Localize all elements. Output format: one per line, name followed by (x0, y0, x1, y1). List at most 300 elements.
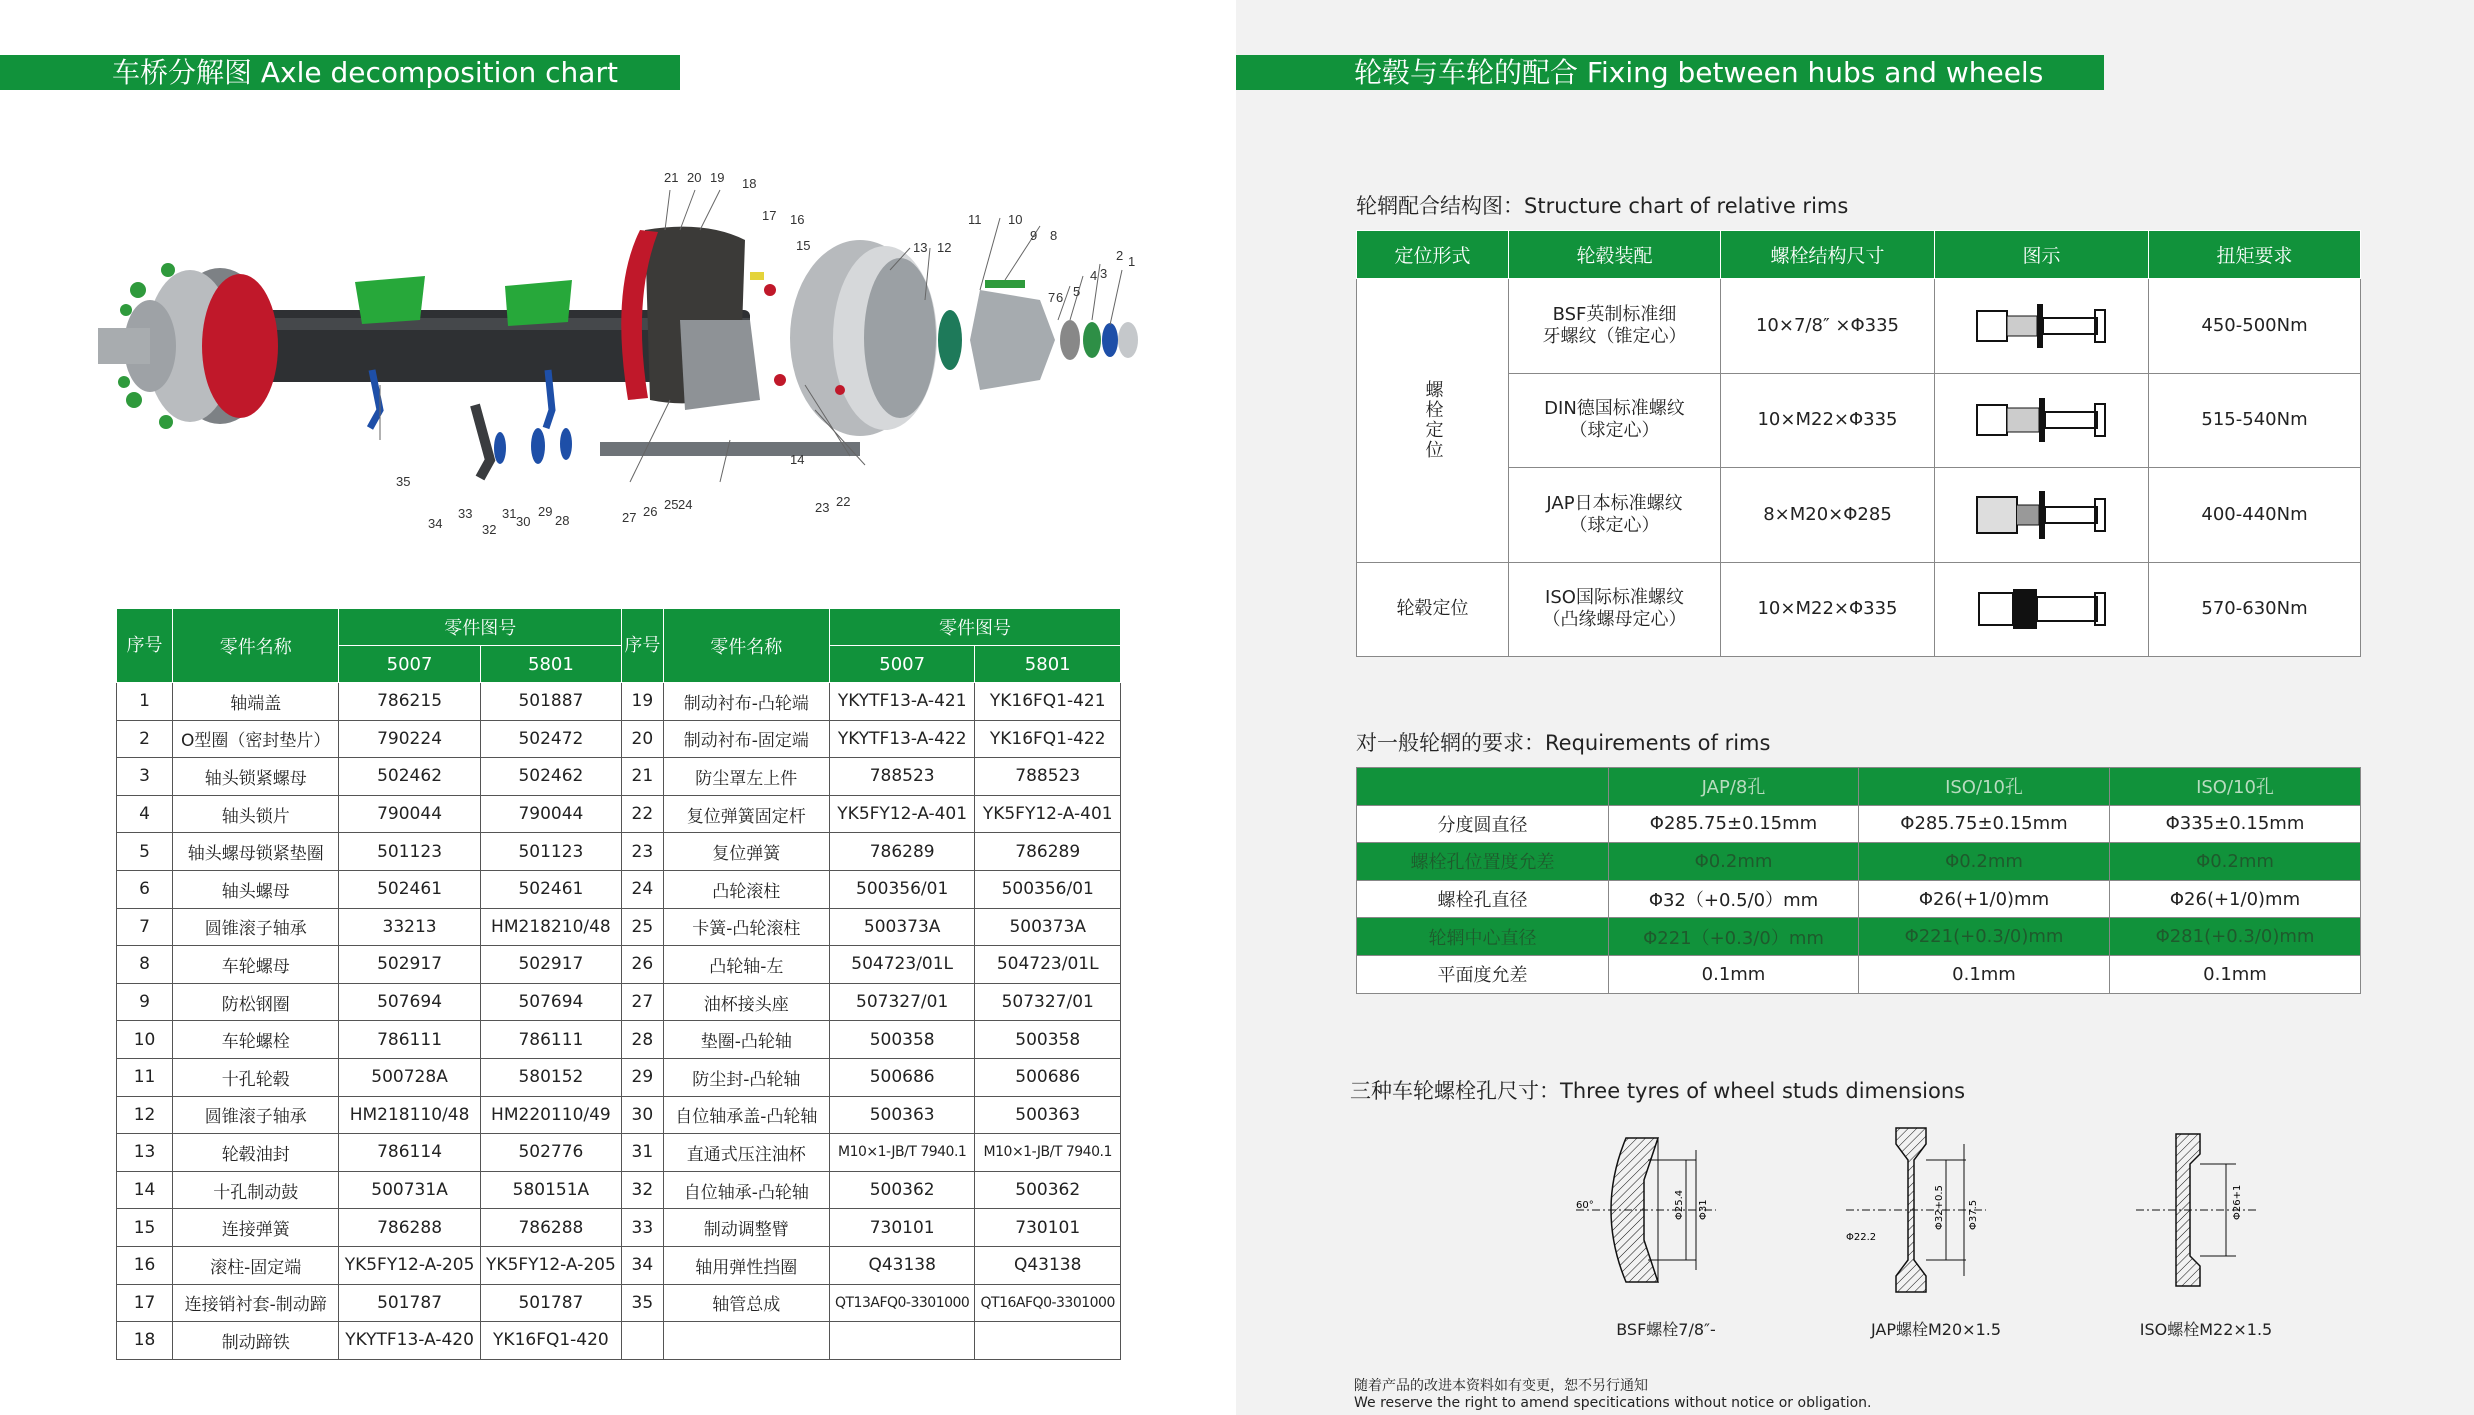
jap-hole-drawing (1806, 1120, 2066, 1310)
part-5801: 500363 (975, 1096, 1121, 1134)
part-name: 滚柱-固定端 (173, 1246, 339, 1284)
req-label: 分度圆直径 (1357, 805, 1609, 843)
iso-hole-drawing (2076, 1120, 2336, 1310)
part-no: 18 (117, 1322, 173, 1360)
part-5007: 500363 (829, 1096, 975, 1134)
iso-mark: Φ26+1 (2232, 1184, 2243, 1220)
table-row (117, 983, 1121, 1021)
part-name: 防松钢圈 (173, 983, 339, 1021)
part-5007: 790224 (339, 720, 480, 758)
part-5801: 500686 (975, 1058, 1121, 1096)
part-5801: 504723/01L (975, 946, 1121, 984)
part-name: 车轮螺栓 (173, 1021, 339, 1059)
header-drawing-2: 零件图号 (829, 609, 1120, 646)
table-row (117, 1058, 1121, 1096)
table-row (117, 1322, 1121, 1360)
req-header-iso-2: ISO/10孔 (2110, 768, 2361, 806)
req-value: Φ26(+1/0)mm (2110, 880, 2361, 918)
bsf-stud-icon (1967, 296, 2117, 356)
right-page (1236, 0, 2474, 1415)
iso-stud-icon (1967, 579, 2117, 639)
rim-size: 8×M20×Φ285 (1721, 468, 1935, 563)
part-5007: 788523 (829, 758, 975, 796)
req-value: 0.1mm (1609, 955, 1859, 993)
part-name: 轴头螺母 (173, 870, 339, 908)
rim-structure-table (1356, 230, 2361, 657)
bsf-mark-inner: Φ25.4 (1674, 1189, 1685, 1220)
part-no: 33 (622, 1209, 664, 1247)
part-5801: 507327/01 (975, 983, 1121, 1021)
part-5007: 500356/01 (829, 870, 975, 908)
header-5801-2: 5801 (975, 646, 1121, 683)
req-value: Φ0.2mm (1859, 843, 2110, 881)
rim-torque: 450-500Nm (2149, 279, 2361, 374)
part-5007: 500362 (829, 1171, 975, 1209)
part-no: 27 (622, 983, 664, 1021)
part-5007: QT13AFQ0-3301000 (829, 1284, 975, 1322)
part-name: 轮毂油封 (173, 1134, 339, 1172)
callout-1: 1 (1128, 254, 1136, 269)
part-no: 7 (117, 908, 173, 946)
part-5801: 786111 (480, 1021, 621, 1059)
axle-exploded-diagram (80, 160, 1160, 550)
table-row (117, 1171, 1121, 1209)
req-row (1357, 843, 2361, 881)
callout-32: 32 (482, 522, 497, 537)
part-no: 20 (622, 720, 664, 758)
rim-row (1357, 279, 2361, 374)
part-name: O型圈（密封垫片） (173, 720, 339, 758)
bsf-mark-angle: 60° (1576, 1200, 1594, 1211)
part-name: 连接销衬套-制动蹄 (173, 1284, 339, 1322)
part-no: 17 (117, 1284, 173, 1322)
callout-7: 7 (1048, 290, 1056, 305)
jap-stud-icon (1967, 485, 2117, 545)
table-row (117, 1134, 1121, 1172)
part-5801: YK16FQ1-421 (975, 683, 1121, 721)
iso-dim-figure (2076, 1120, 2336, 1340)
part-5801: 502462 (480, 758, 621, 796)
jap-dim-label: JAP螺栓M20×1.5 (1870, 1320, 2002, 1339)
callout-3: 3 (1100, 266, 1108, 281)
rim-figure (1935, 279, 2149, 374)
rim-size: 10×M22×Φ335 (1721, 562, 1935, 657)
jap-mark-inner: Φ22.2 (1846, 1232, 1877, 1243)
part-no: 29 (622, 1058, 664, 1096)
part-5007: YK5FY12-A-205 (339, 1246, 480, 1284)
rim-group-bolt: 螺栓定位 (1357, 279, 1509, 563)
bsf-dim-label: BSF螺栓7/8″- (1616, 1320, 1716, 1339)
req-value: Φ281(+0.3/0)mm (2110, 918, 2361, 956)
part-5801: QT16AFQ0-3301000 (975, 1284, 1121, 1322)
part-no: 1 (117, 683, 173, 721)
rim-row (1357, 562, 2361, 657)
rim-figure (1935, 468, 2149, 563)
table-row (117, 870, 1121, 908)
header-no: 序号 (117, 609, 173, 683)
part-5801: 501887 (480, 683, 621, 721)
part-no: 34 (622, 1246, 664, 1284)
bsf-hole-drawing (1536, 1120, 1796, 1310)
part-name: 凸轮滚柱 (663, 870, 829, 908)
jap-mark-mid: Φ32+0.5 (1934, 1185, 1945, 1230)
part-5801: Q43138 (975, 1246, 1121, 1284)
req-header-jap: JAP/8孔 (1609, 768, 1859, 806)
rim-assembly: BSF英制标准细 牙螺纹（锥定心） (1509, 279, 1721, 374)
part-name: 轴用弹性挡圈 (663, 1246, 829, 1284)
callout-30: 30 (516, 514, 531, 529)
callout-34: 34 (428, 516, 443, 531)
callout-10: 10 (1008, 212, 1023, 227)
part-name: 自位轴承盖-凸轮轴 (663, 1096, 829, 1134)
rim-group-hub: 轮毂定位 (1357, 562, 1509, 657)
part-5007: 500358 (829, 1021, 975, 1059)
callout-18: 18 (742, 176, 757, 191)
callout-14: 14 (790, 452, 805, 467)
req-table-body (1357, 768, 2361, 994)
req-label: 螺栓孔直径 (1357, 880, 1609, 918)
footnote-cn: 随着产品的改进本资料如有变更，恕不另行通知 (1354, 1378, 1648, 1394)
part-5801: 507694 (480, 983, 621, 1021)
part-5007: 500373A (829, 908, 975, 946)
part-5007: 500686 (829, 1058, 975, 1096)
part-5007: 786215 (339, 683, 480, 721)
part-5801 (975, 1322, 1121, 1360)
part-no: 9 (117, 983, 173, 1021)
part-no: 14 (117, 1171, 173, 1209)
stud-dimension-figures (1536, 1120, 2436, 1340)
part-name: 垫圈-凸轮轴 (663, 1021, 829, 1059)
part-5007: 730101 (829, 1209, 975, 1247)
callout-4: 4 (1090, 268, 1098, 283)
callout-26: 26 (643, 504, 658, 519)
req-label: 螺栓孔位置度允差 (1357, 843, 1609, 881)
req-row (1357, 955, 2361, 993)
header-5801: 5801 (480, 646, 621, 683)
req-header-iso-1: ISO/10孔 (1859, 768, 2110, 806)
req-row (1357, 880, 2361, 918)
callout-2: 2 (1116, 248, 1124, 263)
part-5007: 500728A (339, 1058, 480, 1096)
part-name: 轴管总成 (663, 1284, 829, 1322)
part-no: 24 (622, 870, 664, 908)
part-name: 复位弹簧 (663, 833, 829, 871)
part-name: 轴头锁紧螺母 (173, 758, 339, 796)
part-name: 卡簧-凸轮滚柱 (663, 908, 829, 946)
table-row (117, 1021, 1121, 1059)
callout-35: 35 (396, 474, 411, 489)
part-5007: 504723/01L (829, 946, 975, 984)
callout-20: 20 (687, 170, 702, 185)
part-5007: 786288 (339, 1209, 480, 1247)
part-name: 制动衬布-凸轮端 (663, 683, 829, 721)
part-5007: YK5FY12-A-401 (829, 795, 975, 833)
rim-requirements-table (1356, 767, 2361, 994)
callout-28: 28 (555, 513, 570, 528)
part-5007: 786114 (339, 1134, 480, 1172)
callout-9: 9 (1030, 228, 1038, 243)
footnote-en: We reserve the right to amend specitications without notice or obligation. (1354, 1395, 1872, 1411)
req-row (1357, 805, 2361, 843)
req-value: Φ221(+0.3/0)mm (1859, 918, 2110, 956)
part-5007: 501123 (339, 833, 480, 871)
req-value: 0.1mm (1859, 955, 2110, 993)
req-value: Φ0.2mm (2110, 843, 2361, 881)
part-no: 21 (622, 758, 664, 796)
part-5007: 33213 (339, 908, 480, 946)
part-5007: 500731A (339, 1171, 480, 1209)
part-no: 4 (117, 795, 173, 833)
table-row (117, 720, 1121, 758)
part-name: 车轮螺母 (173, 946, 339, 984)
left-page (0, 0, 1236, 1415)
part-5007: 502462 (339, 758, 480, 796)
callout-23: 23 (815, 500, 830, 515)
req-value: Φ0.2mm (1609, 843, 1859, 881)
callout-6: 6 (1056, 290, 1064, 305)
table-row (117, 833, 1121, 871)
part-5801: 786289 (975, 833, 1121, 871)
part-name: 凸轮轴-左 (663, 946, 829, 984)
part-name: 轴端盖 (173, 683, 339, 721)
part-name: 制动蹄铁 (173, 1322, 339, 1360)
part-name: 十孔制动鼓 (173, 1171, 339, 1209)
rim-torque: 400-440Nm (2149, 468, 2361, 563)
part-no: 8 (117, 946, 173, 984)
part-5007: 501787 (339, 1284, 480, 1322)
part-name: 制动衬布-固定端 (663, 720, 829, 758)
bsf-mark-outer: Φ31 (1698, 1199, 1709, 1220)
part-5801: 500358 (975, 1021, 1121, 1059)
stud-dims-title: 三种车轮螺栓孔尺寸：Three tyres of wheel studs dimensions (1350, 1079, 1966, 1103)
bsf-dim-figure (1536, 1120, 1796, 1340)
part-no: 31 (622, 1134, 664, 1172)
part-no: 5 (117, 833, 173, 871)
axle-diagram-svg (80, 160, 1160, 550)
part-no: 28 (622, 1021, 664, 1059)
header-5007: 5007 (339, 646, 480, 683)
rim-torque: 515-540Nm (2149, 373, 2361, 468)
callout-5: 5 (1073, 284, 1081, 299)
part-5007: 507694 (339, 983, 480, 1021)
jap-dim-figure (1806, 1120, 2066, 1340)
rim-header-torque: 扭矩要求 (2149, 231, 2361, 279)
part-5801: 500362 (975, 1171, 1121, 1209)
table-row (117, 758, 1121, 796)
table-row (117, 795, 1121, 833)
part-name: 轴头螺母锁紧垫圈 (173, 833, 339, 871)
part-name: 自位轴承-凸轮轴 (663, 1171, 829, 1209)
footnote (1354, 1378, 1871, 1412)
callout-33: 33 (458, 506, 473, 521)
rim-structure-title: 轮辋配合结构图：Structure chart of relative rims (1356, 194, 1849, 218)
part-name: 圆锥滚子轴承 (173, 1096, 339, 1134)
rim-assembly: JAP日本标准螺纹 （球定心） (1509, 468, 1721, 563)
part-name: 圆锥滚子轴承 (173, 908, 339, 946)
part-5801: YK16FQ1-420 (480, 1322, 621, 1360)
rim-header-figure: 图示 (1935, 231, 2149, 279)
part-no: 16 (117, 1246, 173, 1284)
req-value: Φ285.75±0.15mm (1859, 805, 2110, 843)
parts-table-body (117, 683, 1121, 1360)
part-5007: YKYTF13-A-422 (829, 720, 975, 758)
part-name: 直通式压注油杯 (663, 1134, 829, 1172)
part-no: 32 (622, 1171, 664, 1209)
table-row (117, 1096, 1121, 1134)
part-no: 15 (117, 1209, 173, 1247)
part-no (622, 1322, 664, 1360)
req-label: 轮辋中心直径 (1357, 918, 1609, 956)
callout-16: 16 (790, 212, 805, 227)
part-name: 轴头锁片 (173, 795, 339, 833)
part-name: 连接弹簧 (173, 1209, 339, 1247)
part-5801: 501787 (480, 1284, 621, 1322)
right-bracket (505, 280, 572, 326)
part-no: 22 (622, 795, 664, 833)
req-value: 0.1mm (2110, 955, 2361, 993)
hubs-wheels-banner: 轮毂与车轮的配合 Fixing between hubs and wheels (1236, 55, 2104, 90)
part-5801: HM220110/49 (480, 1096, 621, 1134)
part-5007: 507327/01 (829, 983, 975, 1021)
part-5801: HM218210/48 (480, 908, 621, 946)
part-no: 12 (117, 1096, 173, 1134)
req-header-row (1357, 768, 2361, 806)
req-value: Φ335±0.15mm (2110, 805, 2361, 843)
rim-figure (1935, 562, 2149, 657)
callout-13: 13 (913, 240, 928, 255)
part-no: 3 (117, 758, 173, 796)
camshaft (600, 442, 860, 456)
req-row (1357, 918, 2361, 956)
part-5801: YK5FY12-A-205 (480, 1246, 621, 1284)
callout-29: 29 (538, 504, 553, 519)
part-no: 6 (117, 870, 173, 908)
part-5007 (829, 1322, 975, 1360)
rim-size: 10×7/8″ ×Φ335 (1721, 279, 1935, 374)
part-5801: 500373A (975, 908, 1121, 946)
part-name: 油杯接头座 (663, 983, 829, 1021)
part-name: 十孔轮毂 (173, 1058, 339, 1096)
rim-requirements-title: 对一般轮辋的要求：Requirements of rims (1356, 731, 1771, 755)
callout-8: 8 (1050, 228, 1058, 243)
callout-24: 24 (678, 497, 693, 512)
req-header-blank (1357, 768, 1609, 806)
part-5007: 502461 (339, 870, 480, 908)
callout-21: 21 (664, 170, 679, 185)
part-name (663, 1322, 829, 1360)
part-5801: 730101 (975, 1209, 1121, 1247)
part-name: 防尘封-凸轮轴 (663, 1058, 829, 1096)
table-row (117, 1284, 1121, 1322)
part-5007: 790044 (339, 795, 480, 833)
part-no: 35 (622, 1284, 664, 1322)
rim-assembly: DIN德国标准螺纹 （球定心） (1509, 373, 1721, 468)
part-no: 19 (622, 683, 664, 721)
callout-12: 12 (937, 240, 952, 255)
rim-figure (1935, 373, 2149, 468)
rim-size: 10×M22×Φ335 (1721, 373, 1935, 468)
jap-mark-outer: Φ37.5 (1968, 1199, 1979, 1230)
req-value: Φ285.75±0.15mm (1609, 805, 1859, 843)
iso-dim-label: ISO螺栓M22×1.5 (2139, 1320, 2273, 1339)
part-5007: YKYTF13-A-420 (339, 1322, 480, 1360)
part-5801: 502461 (480, 870, 621, 908)
part-5801: 502472 (480, 720, 621, 758)
part-no: 30 (622, 1096, 664, 1134)
req-label: 平面度允差 (1357, 955, 1609, 993)
callout-31: 31 (502, 506, 517, 521)
part-no: 23 (622, 833, 664, 871)
part-5801: 788523 (975, 758, 1121, 796)
callout-27: 27 (622, 510, 637, 525)
part-5801: 502917 (480, 946, 621, 984)
part-name: 制动调整臂 (663, 1209, 829, 1247)
callout-22: 22 (836, 494, 851, 509)
req-value: Φ32（+0.5/0）mm (1609, 880, 1859, 918)
callout-19: 19 (710, 170, 725, 185)
part-no: 13 (117, 1134, 173, 1172)
part-5801: M10×1-JB/T 7940.1 (975, 1134, 1121, 1172)
part-name: 复位弹簧固定杆 (663, 795, 829, 833)
part-5007: 786111 (339, 1021, 480, 1059)
part-name: 防尘罩左上件 (663, 758, 829, 796)
callout-11: 11 (968, 212, 982, 227)
header-name-2: 零件名称 (663, 609, 829, 683)
part-5801: 500356/01 (975, 870, 1121, 908)
header-name: 零件名称 (173, 609, 339, 683)
part-5801: 786288 (480, 1209, 621, 1247)
part-5007: 786289 (829, 833, 975, 871)
table-row (117, 1209, 1121, 1247)
part-5801: 580151A (480, 1171, 621, 1209)
part-5007: HM218110/48 (339, 1096, 480, 1134)
rim-header-assembly: 轮毂装配 (1509, 231, 1721, 279)
table-row (117, 946, 1121, 984)
part-5801: YK16FQ1-422 (975, 720, 1121, 758)
rim-torque: 570-630Nm (2149, 562, 2361, 657)
part-5801: 790044 (480, 795, 621, 833)
parts-table (116, 608, 1121, 1360)
part-5007: M10×1-JB/T 7940.1 (829, 1134, 975, 1172)
hub (970, 290, 1055, 390)
header-no-2: 序号 (622, 609, 664, 683)
callout-15: 15 (796, 238, 811, 253)
rim-header-size: 螺栓结构尺寸 (1721, 231, 1935, 279)
rim-assembly: ISO国际标准螺纹 （凸缘螺母定心） (1509, 562, 1721, 657)
part-no: 11 (117, 1058, 173, 1096)
part-5801: YK5FY12-A-401 (975, 795, 1121, 833)
part-5007: YKYTF13-A-421 (829, 683, 975, 721)
part-5801: 580152 (480, 1058, 621, 1096)
req-value: Φ26(+1/0)mm (1859, 880, 2110, 918)
part-5007: 502917 (339, 946, 480, 984)
callout-25: 25 (664, 497, 679, 512)
part-5007: Q43138 (829, 1246, 975, 1284)
table-row (117, 683, 1121, 721)
left-bracket (355, 276, 425, 324)
part-no: 2 (117, 720, 173, 758)
axle-chart-banner: 车桥分解图 Axle decomposition chart (0, 55, 680, 90)
req-value: Φ221（+0.3/0）mm (1609, 918, 1859, 956)
rim-header-type: 定位形式 (1357, 231, 1509, 279)
part-no: 26 (622, 946, 664, 984)
part-5801: 502776 (480, 1134, 621, 1172)
part-5801: 501123 (480, 833, 621, 871)
table-row (117, 908, 1121, 946)
din-stud-icon (1967, 390, 2117, 450)
part-no: 25 (622, 908, 664, 946)
part-no: 10 (117, 1021, 173, 1059)
